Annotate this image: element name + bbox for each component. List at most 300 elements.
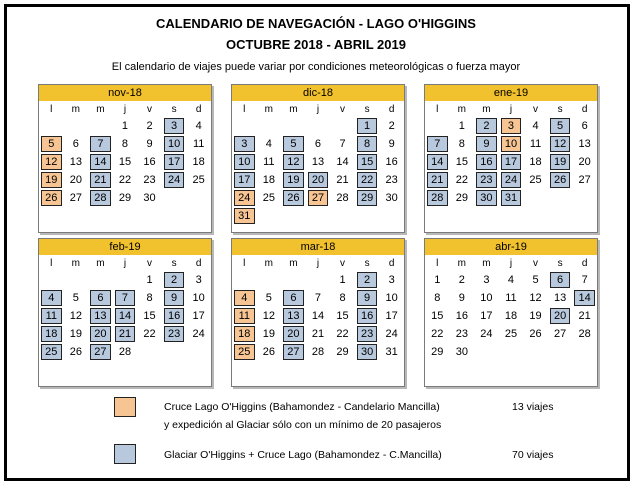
day-number: 31 [238,210,251,222]
day-number: 6 [581,120,588,132]
weekday-label: d [581,258,588,269]
day-number: 24 [167,174,181,186]
week-row [39,189,211,207]
day-cell [379,171,404,189]
day-cell [330,307,355,325]
day-number: 10 [167,138,181,150]
day-number: 18 [529,156,542,168]
weekday-row [425,102,597,117]
day-cell [137,153,162,171]
weekday-label: m [264,258,274,269]
week-row [232,207,404,225]
day-cell [572,343,597,361]
day-number: 16 [480,156,493,168]
day-cell [355,171,380,189]
day-cell [186,289,211,307]
day-cell [523,189,548,207]
day-cell [186,361,211,379]
week-row [425,117,597,135]
day-cell [499,343,524,361]
day-cell [523,307,548,325]
day-cell [425,135,450,153]
day-cell [113,153,138,171]
day-cell [355,189,380,207]
day-number: 29 [431,346,444,358]
day-cell [306,207,331,225]
day-number: 25 [262,192,275,204]
weekday-label: l [243,104,246,115]
day-number: 16 [360,310,374,322]
day-number: 3 [388,274,395,286]
week-row [232,189,404,207]
day-cell [88,135,113,153]
weekday-label: v [147,258,153,269]
day-cell [113,171,138,189]
weekday-label: l [50,258,53,269]
day-cell [137,189,162,207]
week-row [39,289,211,307]
day-cell [355,307,380,325]
week-row [39,207,211,225]
day-cell [232,361,257,379]
day-cell [113,325,138,343]
week-row [232,307,404,325]
day-number: 27 [287,346,300,358]
day-cell [281,307,306,325]
day-cell [39,207,64,225]
day-cell [64,189,89,207]
day-number: 12 [287,156,300,168]
day-number: 12 [45,156,58,168]
week-row [232,271,404,289]
day-number: 21 [431,174,444,186]
day-number: 11 [238,310,250,322]
day-cell [39,307,64,325]
weekday-label: m [71,258,81,269]
day-cell [425,271,450,289]
day-number: 8 [458,138,465,150]
day-number: 11 [192,138,205,150]
day-cell [137,207,162,225]
day-cell [281,289,306,307]
day-number: 20 [553,310,567,322]
day-number: 29 [455,192,468,204]
weekday-label: v [533,258,539,269]
day-number: 18 [45,328,58,340]
day-number: 22 [431,328,444,340]
day-number: 30 [385,192,398,204]
day-cell [113,135,138,153]
day-number: 2 [364,274,371,286]
weekday-label: d [581,104,588,115]
day-number: 21 [578,310,591,322]
day-number: 21 [118,328,132,340]
day-cell [572,153,597,171]
day-cell [379,153,404,171]
day-cell [162,343,187,361]
week-row [425,135,597,153]
day-number: 2 [483,120,490,132]
day-number: 8 [339,292,346,304]
weekday-row [39,102,211,117]
day-cell [474,117,499,135]
day-cell [425,207,450,225]
day-cell [64,117,89,135]
day-number: 9 [364,292,371,304]
day-cell [450,289,475,307]
day-cell [162,171,187,189]
day-cell [523,325,548,343]
day-cell [523,207,548,225]
day-cell [137,307,162,325]
day-number: 24 [480,328,493,340]
day-cell [137,117,162,135]
day-number: 9 [388,138,395,150]
day-cell [355,325,380,343]
day-number: 20 [69,174,82,186]
day-cell [137,271,162,289]
day-cell [39,189,64,207]
day-number: 15 [360,156,374,168]
day-cell [162,289,187,307]
day-cell [379,343,404,361]
day-cell [257,325,282,343]
day-cell [474,171,499,189]
day-cell [186,307,211,325]
day-cell [474,361,499,379]
day-number: 5 [265,292,272,304]
day-cell [113,189,138,207]
day-cell [137,343,162,361]
day-cell [306,135,331,153]
day-number: 20 [287,328,300,340]
page-title: CALENDARIO DE NAVEGACIÓN - LAGO O'HIGGINS [156,16,476,31]
weekday-label: j [316,258,320,269]
day-number: 23 [385,174,398,186]
day-number: 20 [94,328,107,340]
week-row [39,135,211,153]
day-number: 22 [143,328,156,340]
month-header: nov-18 [39,85,211,101]
month-calendar-4 [231,238,405,387]
weekday-label: l [436,104,439,115]
day-cell [162,325,187,343]
day-number: 22 [360,174,374,186]
day-number: 6 [97,292,104,304]
month-calendar-1 [231,84,405,233]
day-number: 26 [45,192,58,204]
day-cell [499,361,524,379]
day-number: 17 [480,310,493,322]
day-cell [523,135,548,153]
day-number: 11 [529,138,542,150]
day-number: 8 [364,138,371,150]
week-row [425,271,597,289]
day-cell [548,153,573,171]
day-cell [355,117,380,135]
day-cell [379,117,404,135]
day-number: 15 [143,310,156,322]
day-cell [548,171,573,189]
day-cell [548,117,573,135]
weekday-label: j [509,104,513,115]
day-cell [281,153,306,171]
day-number: 24 [385,328,398,340]
weekday-label: j [123,104,127,115]
month-header: abr-19 [425,239,597,255]
day-cell [232,135,257,153]
day-cell [162,117,187,135]
day-cell [162,135,187,153]
day-number: 11 [263,156,275,168]
day-cell [88,171,113,189]
day-number: 1 [339,274,346,286]
day-number: 12 [262,310,275,322]
day-number: 27 [69,192,82,204]
day-number: 15 [336,310,349,322]
week-row [39,361,211,379]
day-cell [548,135,573,153]
day-number: 31 [504,192,518,204]
month-header: mar-18 [232,239,404,255]
day-number: 14 [431,156,444,168]
day-cell [64,153,89,171]
weekday-label: l [50,104,53,115]
day-number: 5 [48,138,55,150]
week-row [232,343,404,361]
day-cell [572,325,597,343]
day-cell [379,207,404,225]
day-number: 14 [336,156,349,168]
day-cell [450,343,475,361]
day-cell [257,271,282,289]
day-cell [64,135,89,153]
day-cell [162,153,187,171]
day-cell [186,135,211,153]
week-row [39,153,211,171]
day-cell [64,307,89,325]
day-number: 26 [529,328,542,340]
day-cell [281,135,306,153]
day-cell [499,289,524,307]
week-row [425,171,597,189]
day-cell [39,135,64,153]
day-cell [572,135,597,153]
day-cell [39,271,64,289]
day-number: 11 [505,292,517,304]
day-cell [186,117,211,135]
day-cell [474,207,499,225]
day-cell [330,289,355,307]
day-cell [474,189,499,207]
day-number: 6 [314,138,322,150]
week-row [39,343,211,361]
day-cell [64,207,89,225]
day-cell [257,307,282,325]
day-cell [113,207,138,225]
day-cell [137,361,162,379]
week-row [425,207,597,225]
day-cell [330,343,355,361]
day-number: 7 [581,274,588,286]
day-cell [306,325,331,343]
weekday-label: m [457,104,467,115]
day-cell [355,289,380,307]
weekday-label: v [533,104,539,115]
day-number: 4 [507,274,515,286]
day-cell [499,271,524,289]
day-cell [88,307,113,325]
day-cell [88,361,113,379]
day-number: 1 [121,120,129,132]
weekday-label: d [388,258,395,269]
day-number: 29 [118,192,132,204]
day-number: 12 [69,310,82,322]
day-number: 10 [385,292,398,304]
day-cell [330,361,355,379]
day-cell [379,361,404,379]
day-number: 25 [504,328,518,340]
day-cell [88,153,113,171]
day-number: 25 [45,346,58,358]
day-number: 21 [336,174,349,186]
legend-orange-line1: Cruce Lago O'Higgins (Bahamondez - Candelario Mancilla) [164,401,440,413]
day-cell [523,153,548,171]
day-number: 27 [553,328,567,340]
day-number: 2 [171,274,178,286]
day-cell [474,153,499,171]
day-cell [306,271,331,289]
day-cell [499,189,524,207]
day-number: 19 [262,328,275,340]
day-cell [548,289,573,307]
day-cell [425,189,450,207]
legend-orange-swatch [114,397,136,417]
day-cell [306,343,331,361]
legend-blue-swatch [114,444,136,464]
day-cell [232,117,257,135]
day-cell [523,343,548,361]
week-row [425,153,597,171]
day-cell [355,153,380,171]
day-cell [548,271,573,289]
weekday-label: j [509,258,513,269]
day-cell [450,207,475,225]
day-cell [306,153,331,171]
day-cell [330,117,355,135]
day-number: 12 [553,138,567,150]
day-cell [474,307,499,325]
day-number: 13 [69,156,82,168]
day-number: 19 [45,174,58,186]
day-cell [355,135,380,153]
day-number: 19 [553,156,567,168]
legend-blue-line1: Glaciar O'Higgins + Cruce Lago (Bahamondez - C.Mancilla) [164,449,442,461]
day-number: 10 [238,156,251,168]
day-cell [450,325,475,343]
day-cell [474,135,499,153]
day-cell [523,117,548,135]
day-number: 8 [121,138,129,150]
day-number: 5 [72,292,79,304]
day-cell [232,343,257,361]
weekday-row [232,102,404,117]
week-row [39,117,211,135]
day-number: 15 [118,156,132,168]
day-cell [306,117,331,135]
period-title: OCTUBRE 2018 - ABRIL 2019 [226,37,406,52]
weekday-label: d [388,104,395,115]
weekday-label: s [557,104,563,115]
month-header: ene-19 [425,85,597,101]
day-number: 3 [195,274,202,286]
weekday-label: s [364,104,370,115]
day-cell [162,189,187,207]
notice-text: El calendario de viajes puede variar por condiciones meteorológicas o fuerza mayor [111,61,521,73]
day-cell [281,343,306,361]
day-number: 3 [171,120,178,132]
day-cell [257,343,282,361]
day-cell [281,325,306,343]
day-number: 28 [311,346,325,358]
day-cell [450,153,475,171]
day-number: 7 [434,138,441,150]
day-number: 17 [238,174,251,186]
day-cell [499,207,524,225]
day-cell [306,361,331,379]
day-cell [39,325,64,343]
day-cell [450,117,475,135]
day-number: 2 [388,120,395,132]
day-number: 22 [336,328,349,340]
day-number: 26 [553,174,567,186]
day-cell [162,207,187,225]
day-cell [186,189,211,207]
day-cell [113,271,138,289]
weekday-label: l [243,258,246,269]
day-number: 27 [311,192,325,204]
day-cell [379,189,404,207]
day-number: 30 [480,192,493,204]
day-cell [232,307,257,325]
day-cell [306,171,331,189]
day-cell [572,307,597,325]
day-number: 3 [241,138,248,150]
day-cell [548,307,573,325]
day-cell [330,325,355,343]
day-cell [425,325,450,343]
day-cell [113,289,138,307]
day-cell [281,171,306,189]
legend-blue-count: 70 viajes [512,449,554,461]
month-header: feb-19 [39,239,211,255]
day-number: 4 [265,138,272,150]
day-cell [330,271,355,289]
day-cell [572,189,597,207]
day-number: 23 [360,328,374,340]
weekday-label: j [123,258,127,269]
day-number: 5 [557,120,564,132]
day-cell [450,307,475,325]
day-cell [186,325,211,343]
day-cell [306,189,331,207]
day-cell [64,171,89,189]
week-row [232,361,404,379]
day-cell [257,361,282,379]
day-number: 13 [553,292,567,304]
day-cell [523,171,548,189]
day-cell [88,271,113,289]
